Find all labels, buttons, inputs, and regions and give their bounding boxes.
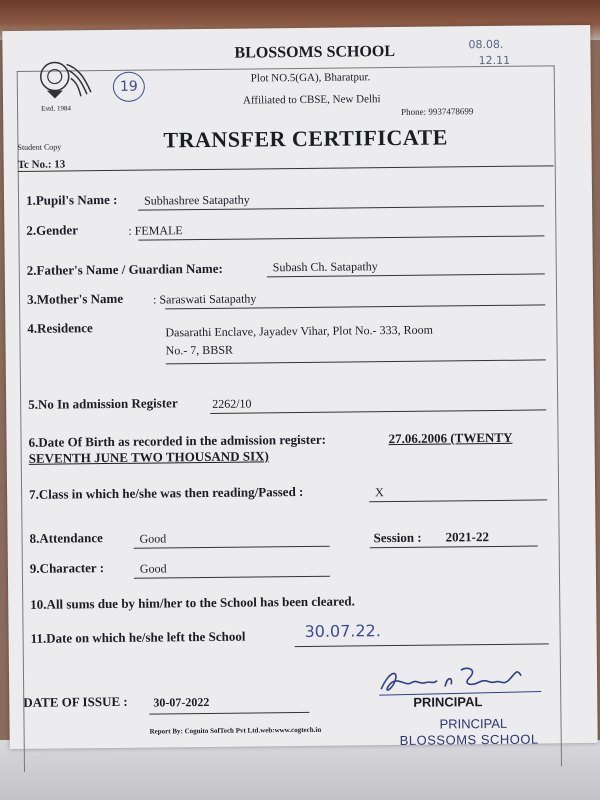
gender-value: : FEMALE bbox=[128, 223, 183, 238]
date-of-issue-value: 30-07-2022 bbox=[153, 694, 210, 710]
principal-label: PRINCIPAL bbox=[413, 694, 483, 710]
character-value: Good bbox=[139, 561, 167, 576]
session-value: 2021-22 bbox=[445, 529, 489, 545]
dob-value-line1: 27.06.2006 (TWENTY bbox=[388, 429, 513, 447]
tc-number: Tc No.: 13 bbox=[17, 158, 66, 171]
pupil-name-value: Subhashree Satapathy bbox=[143, 192, 250, 208]
student-copy-label: Student Copy bbox=[17, 142, 62, 152]
residence-label: 4.Residence bbox=[27, 320, 93, 336]
school-logo bbox=[32, 48, 97, 109]
father-name-value: Subash Ch. Satapathy bbox=[272, 259, 378, 275]
logo-caption: Estd. 1984 bbox=[41, 104, 72, 113]
stamp-principal: PRINCIPAL bbox=[439, 715, 508, 732]
corner-note-line1: 08.08. bbox=[468, 37, 504, 52]
report-by-footer: Report By: Cognito SofTech Pvt Ltd.web:www.cogtech.in bbox=[149, 725, 322, 736]
school-phone: Phone: 9937478699 bbox=[401, 106, 474, 117]
residence-line1: Dasarathi Enclave, Jayadev Vihar, Plot No.- 333, Room bbox=[165, 322, 433, 340]
certificate-paper bbox=[2, 25, 597, 749]
dob-value-line2: SEVENTH JUNE TWO THOUSAND SIX) bbox=[28, 448, 269, 466]
mother-name-label: 3.Mother's Name bbox=[26, 290, 124, 307]
stamp-school: BLOSSOMS SCHOOL bbox=[399, 731, 539, 748]
attendance-value: Good bbox=[139, 531, 167, 546]
certificate-title: TRANSFER CERTIFICATE bbox=[163, 124, 449, 153]
left-date-value: 30.07.22. bbox=[304, 621, 381, 641]
dob-label: 6.Date Of Birth as recorded in the admission register: bbox=[28, 431, 327, 450]
circled-number-text: 19 bbox=[119, 78, 138, 95]
pupil-name-label: 1.Pupil's Name : bbox=[25, 191, 118, 208]
character-label: 9.Character : bbox=[29, 560, 105, 576]
school-name: BLOSSOMS SCHOOL bbox=[234, 42, 396, 62]
left-date-label: 11.Date on which he/she left the School bbox=[30, 628, 246, 646]
attendance-label: 8.Attendance bbox=[29, 530, 103, 546]
corner-note-line2: 12.11 bbox=[478, 53, 511, 68]
admission-no-label: 5.No In admission Register bbox=[28, 395, 178, 412]
residence-line2: No.- 7, BBSR bbox=[165, 342, 234, 358]
mother-name-value: : Saraswati Satapathy bbox=[153, 291, 257, 307]
school-affiliation: Affiliated to CBSE, New Delhi bbox=[242, 93, 381, 107]
admission-no-value: 2262/10 bbox=[212, 396, 252, 411]
date-of-issue-label: DATE OF ISSUE : bbox=[23, 693, 128, 710]
gender-label: 2.Gender bbox=[26, 222, 79, 238]
circled-number bbox=[113, 72, 145, 102]
class-value: X bbox=[375, 485, 384, 500]
class-label: 7.Class in which he/she was then reading/Passed : bbox=[29, 483, 304, 502]
school-address: Plot NO.5(GA), Bharatpur. bbox=[250, 71, 371, 85]
father-name-label: 2.Father's Name / Guardian Name: bbox=[26, 260, 223, 278]
session-label: Session : bbox=[373, 529, 422, 546]
dues-cleared-text: 10.All sums due by him/her to the School has been cleared. bbox=[30, 593, 355, 612]
